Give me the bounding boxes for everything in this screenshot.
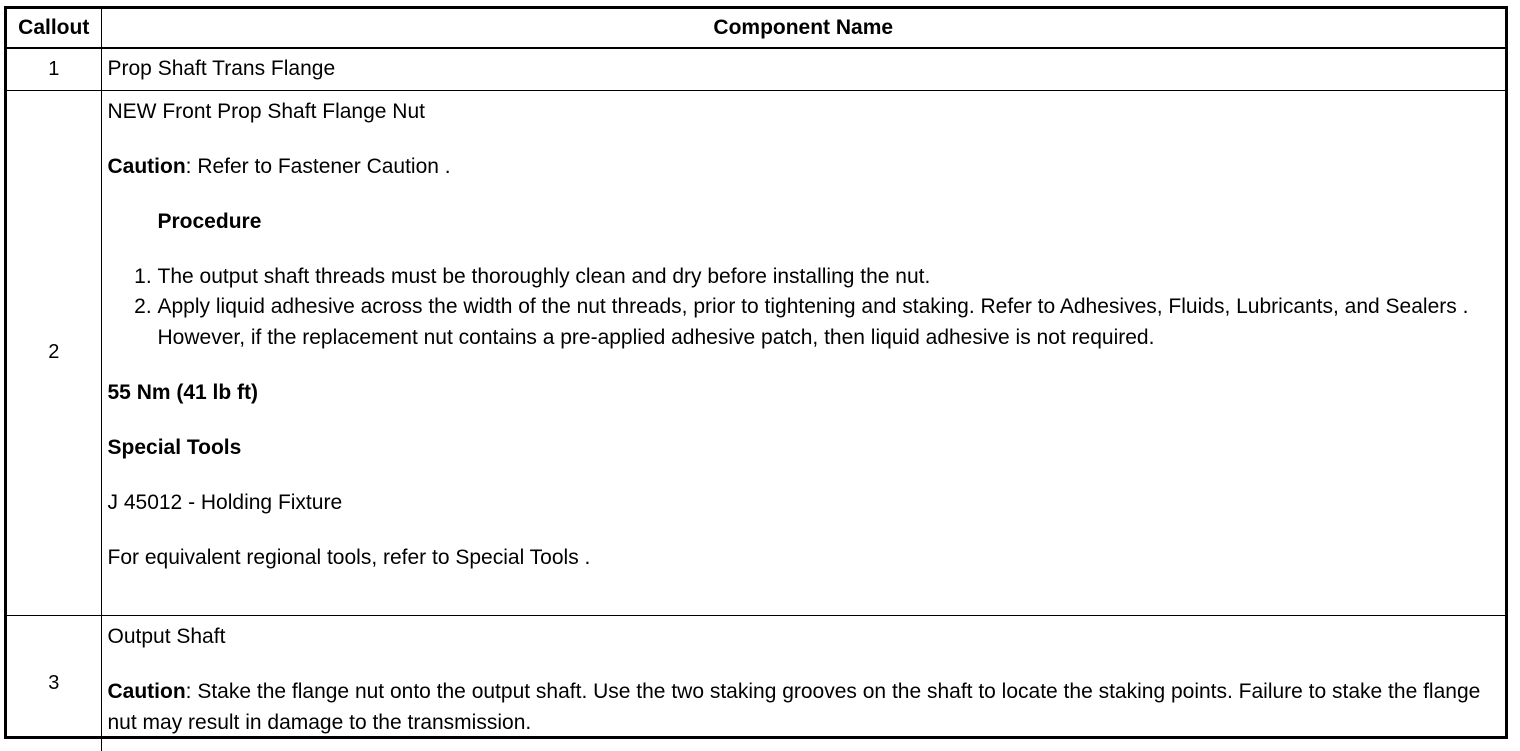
special-tools-note: For equivalent regional tools, refer to Special Tools .	[108, 543, 1506, 574]
caution-note	[108, 677, 1506, 739]
caution-label: Caution	[108, 680, 186, 703]
component-table-frame	[4, 6, 1508, 739]
callout-number: 2	[7, 91, 101, 616]
caution-text: : Stake the flange nut onto the output shaft. Use the two staking grooves on the shaft to locate the staking points. Failure to stake the flange nut may result in damage to the transmission.	[108, 680, 1481, 734]
component-name: NEW Front Prop Shaft Flange Nut	[108, 97, 1506, 128]
procedure-step: 1. The output shaft threads must be thoroughly clean and dry before installing the nut.	[158, 262, 1506, 293]
component-details	[101, 616, 1505, 751]
caution-text: : Refer to Fastener Caution .	[186, 155, 451, 178]
procedure-steps	[108, 262, 1506, 355]
table-row	[7, 91, 1505, 616]
component-name-column-header: Component Name	[101, 9, 1505, 48]
component-name: Prop Shaft Trans Flange	[101, 48, 1505, 91]
table-row	[7, 616, 1505, 751]
torque-spec: 55 Nm (41 lb ft)	[108, 378, 1506, 409]
component-table	[7, 9, 1505, 751]
caution-label: Caution	[108, 155, 186, 178]
component-details	[101, 91, 1505, 616]
component-name: Output Shaft	[108, 622, 1506, 653]
callout-number: 1	[7, 48, 101, 91]
callout-number: 3	[7, 616, 101, 751]
procedure-step: 2. Apply liquid adhesive across the width of the nut threads, prior to tightening and staking. Refer to Adhesives, Fluids, Lubricants, and Sealers . However, if the replacement nut contains a pre-applied adhesive patch, then liquid adhesive is not required.	[158, 292, 1506, 354]
procedure-heading: Procedure	[158, 207, 1506, 238]
special-tools-heading: Special Tools	[108, 433, 1506, 464]
table-header-row	[7, 9, 1505, 48]
caution-note	[108, 152, 1506, 183]
special-tool-item: J 45012 - Holding Fixture	[108, 488, 1506, 519]
table-row	[7, 48, 1505, 91]
callout-column-header: Callout	[7, 9, 101, 48]
